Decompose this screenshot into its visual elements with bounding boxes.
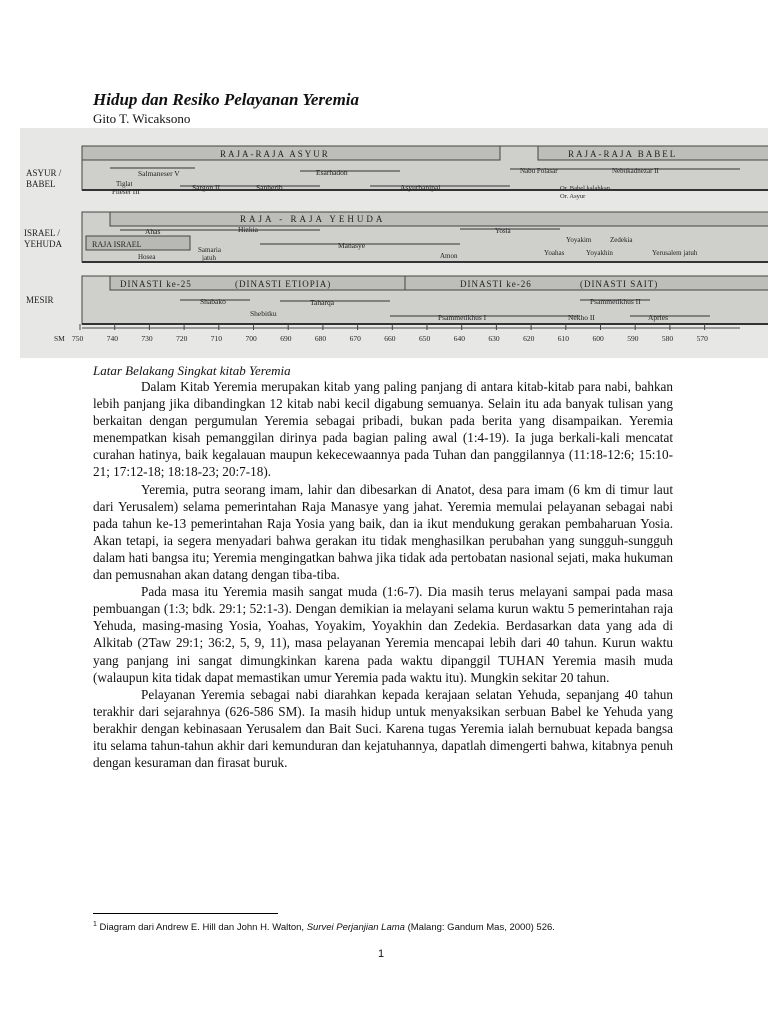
banner-babel: RAJA-RAJA BABEL <box>568 149 678 159</box>
king-ahas: Ahas <box>145 227 161 236</box>
banner-etiopia: (DINASTI ETIOPIA) <box>235 279 332 289</box>
king-nabupolasar: Nabu Polasar <box>520 167 558 175</box>
king-shabako: Shabako <box>200 297 226 306</box>
footnote-divider <box>93 913 278 914</box>
row-label-asyur: ASYUR / <box>26 168 62 178</box>
event-samaria: Samaria <box>198 246 221 254</box>
king-taharqa: Taharqa <box>310 298 335 307</box>
footnote-prefix: Diagram dari Andrew E. Hill dan John H. Walton, <box>99 922 307 934</box>
author-name: Gito T. Wicaksono <box>93 111 191 126</box>
footnote-book-title: Survei Perjanjian Lama <box>306 922 405 934</box>
king-shebitku: Shebitku <box>250 309 277 318</box>
row-label-israel: ISRAEL / <box>24 228 60 238</box>
page-number: 1 <box>378 948 385 960</box>
axis-tick-label: 570 <box>696 334 708 343</box>
axis-prefix: SM <box>54 334 65 343</box>
paragraph-3: Pada masa itu Yeremia masih sangat muda (1:6-7). Dia masih terus melayani sampai pada masa pembuangan (1:3; bdk. 29:1; 52:1-3). Dengan demikian ia melayani selama kurun waktu 5 pemerintahan raja Yehuda, masing-masing Yosia, Yoahas, Yoyakim, Yoyakhin dan Zedekia. Berdasarkan data yang ada di Alkitab (2Taw 29:1; 36:2, 5, 9, 11), masa pelayanan Yeremia mencapai lebih dari 40 tahun. Kurun waktu yang panjang ini sangat dimungkinkan karena pada waktu dipanggil TUHAN Yeremia masih muda (walaupun kita tidak dapat memastikan umur Yeremia pada waktu itu). Mungkin sekitar 20 tahun. <box>93 584 673 685</box>
axis-tick-label: 740 <box>106 334 118 343</box>
king-esarhadon: Esarhadon <box>316 168 348 177</box>
axis-tick-label: 750 <box>72 334 84 343</box>
king-psammetikhus-i: Psammetikhus I <box>438 313 487 322</box>
king-apries: Apries <box>648 313 668 322</box>
note-babel-kalahkan: Or. Babel kalahkan <box>560 185 610 192</box>
axis-tick-label: 640 <box>453 334 465 343</box>
axis-tick-label: 650 <box>419 334 431 343</box>
banner-dinasti26: DINASTI ke-26 <box>460 279 532 289</box>
king-nekho: Nekho II <box>568 313 595 322</box>
axis-tick-label: 670 <box>349 334 361 343</box>
axis-tick-label: 600 <box>592 334 604 343</box>
banner-sait: (DINASTI SAIT) <box>580 279 659 289</box>
axis-tick-label: 620 <box>523 334 535 343</box>
king-hizkia: Hizkia <box>238 225 258 234</box>
paragraph-2: Yeremia, putra seorang imam, lahir dan dibesarkan di Anatot, desa para imam (6 km di timur laut dari Yerusalem) selama pemerintahan Raja Manasye yang jahat. Yeremia memulai pelayanan sebagai nabi pada tahun ke-13 pemerintahan Raja Yosia yang baik, dan ia ikut mendukung gerakan pembaharuan Yosia. Akan tetapi, ia segera menyadari bahwa gerakan itu tidak menghasilkan perubahan yang sungguh-sungguh dalam hati bangsa itu; Yeremia mengingatkan bahwa jika tidak ada pertobatan nasional sejati, maka hukuman dan pemusnahan akan datang dengan tiba-tiba. <box>93 481 673 583</box>
king-sanherib: Sanherib <box>256 183 283 192</box>
king-manasye: Manasye <box>338 241 366 250</box>
axis-tick-label: 580 <box>661 334 674 343</box>
row-label-yehuda: YEHUDA <box>24 239 62 249</box>
axis-tick-label: 630 <box>488 334 500 343</box>
king-yoyakim: Yoyakim <box>566 236 592 244</box>
axis-tick-label: 660 <box>384 334 396 343</box>
king-sargon: Sargon II <box>192 183 220 192</box>
paragraph-4: Pelayanan Yeremia sebagai nabi diarahkan kepada kerajaan selatan Yehuda, sepanjang 40 tahun terakhir dari sejarahnya (626-586 SM). Ia masih hidup untuk menyaksikan serbuan Babel ke Yehuda yang berakhir dengan kebinasaan Yerusalem dan Bait Suci. Karena tugas Yeremia ialah bernubuat kepada bangsa itu selama tahun-tahun akhir dari kemunduran dan kejatuhannya, dapatlah dimengerti bahwa, kitabnya penuh dengan kesuraman dan firasat buruk. <box>93 686 673 771</box>
axis-tick-label: 610 <box>557 334 570 343</box>
king-psammetikhus-ii: Psammetikhus II <box>590 297 641 306</box>
axis-tick-label: 720 <box>176 334 188 343</box>
footnote-suffix: (Malang: Gandum Mas, 2000) 526. <box>404 922 555 934</box>
axis-tick-label: 690 <box>280 334 292 343</box>
king-tiglat: Tiglat <box>116 180 133 188</box>
king-salmaneser: Salmaneser V <box>138 169 180 178</box>
body-text <box>93 378 673 771</box>
row-label-mesir: MESIR <box>26 295 54 305</box>
event-yerusalem-jatuh: Yerusalem jatuh <box>652 249 698 257</box>
axis-tick-label: 590 <box>627 334 639 343</box>
king-asyurbanipal: Asyurbanipal <box>400 183 441 192</box>
axis-tick-label: 700 <box>245 334 257 343</box>
footnote <box>93 921 693 933</box>
king-pileser: Pileser III <box>112 188 140 196</box>
banner-yehuda: RAJA - RAJA YEHUDA <box>240 214 386 224</box>
axis-tick-label: 730 <box>141 334 153 343</box>
axis-ticks <box>72 324 708 343</box>
king-yoahas: Yoahas <box>544 249 565 257</box>
axis-tick-label: 710 <box>210 334 223 343</box>
king-amon: Amon <box>440 252 458 260</box>
king-yoyakhin: Yoyakhin <box>586 249 613 257</box>
king-nebukadnezar: Nebukadnezar II <box>612 167 659 175</box>
paragraph-1: Dalam Kitab Yeremia merupakan kitab yang paling panjang di antara kitab-kitab para nabi, bahkan lebih panjang jika dibandingkan 12 kitab nabi kecil digabung semuanya. Selain itu ada banyak tulisan yang berkaitan dengan pergumulan Yeremia sebagai pribadi, bukan pada berita yang disampaikan. Yeremia menempatkan kisah pemanggilan dirinya pada bagian paling awal (1:4-19). Ia juga berkali-kali mencatat curahan hatinya, baik kegalauan maupun kekecewaannya pada Tuhan dan panggilannya (11:18-12:6; 15:10-21; 17:12-18; 18:18-23; 20:7-18). <box>93 379 673 480</box>
footnote-number: 1 <box>93 921 97 928</box>
banner-asyur: RAJA-RAJA ASYUR <box>220 149 330 159</box>
document-title: Hidup dan Resiko Pelayanan Yeremia <box>93 90 360 109</box>
axis-tick-label: 680 <box>314 334 327 343</box>
banner-raja-israel: RAJA ISRAEL <box>92 240 142 249</box>
row-label-babel: BABEL <box>26 179 56 189</box>
section-title: Latar Belakang Singkat kitab Yeremia <box>93 363 291 378</box>
king-zedekia: Zedekia <box>610 236 633 244</box>
banner-dinasti25: DINASTI ke-25 <box>120 279 192 289</box>
king-yosia: Yosia <box>495 227 511 235</box>
kings-timeline-diagram <box>20 128 768 358</box>
event-jatuh: jatuh <box>202 254 216 262</box>
king-hosea: Hosea <box>138 253 156 261</box>
note-or-asyur: Or. Asyur <box>560 193 586 200</box>
